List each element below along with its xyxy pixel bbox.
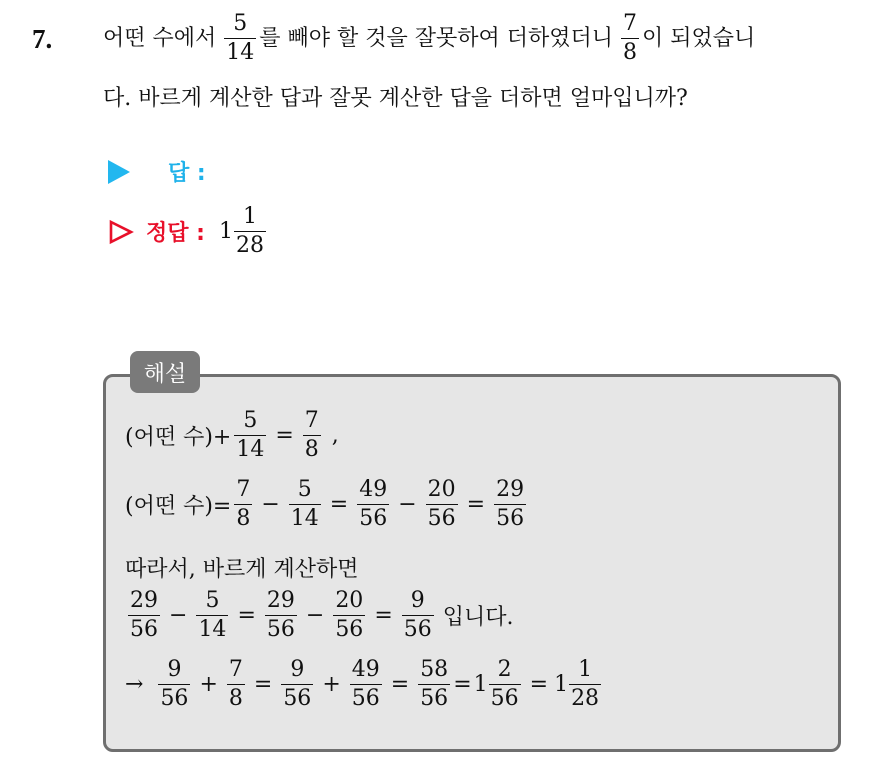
numerator: 5 — [297, 477, 312, 502]
operator: = — [237, 603, 256, 628]
denominator: 56 — [130, 617, 158, 642]
numerator: 29 — [266, 588, 295, 613]
fraction — [234, 479, 252, 530]
denominator: 8 — [228, 686, 243, 711]
fraction — [234, 206, 266, 257]
play-triangle-icon — [108, 160, 130, 184]
denominator: 56 — [490, 686, 519, 711]
question-number: 7. — [32, 24, 53, 54]
numerator: 7 — [623, 11, 638, 36]
numerator: 7 — [236, 477, 251, 502]
question-text: 어떤 수에서 — [103, 25, 217, 51]
outline-triangle-icon — [108, 219, 134, 245]
operator: − — [305, 603, 325, 628]
fraction — [303, 410, 321, 461]
denominator: 28 — [571, 686, 600, 711]
operator: + — [322, 672, 341, 697]
numerator: 9 — [167, 657, 182, 682]
denominator: 14 — [226, 40, 255, 65]
numerator: 49 — [359, 477, 388, 502]
fraction — [265, 590, 297, 641]
operator: − — [398, 492, 417, 517]
math-text: (어떤 수)= — [125, 494, 232, 519]
correct-answer-value — [219, 206, 269, 257]
numerator: 20 — [427, 477, 456, 502]
numerator: 29 — [130, 588, 158, 613]
numerator: 7 — [304, 408, 319, 433]
solution-line-1 — [125, 410, 339, 461]
denominator: 56 — [266, 617, 295, 642]
question-line-1 — [103, 13, 755, 64]
numerator: 1 — [578, 657, 593, 682]
fraction — [224, 13, 256, 64]
answer-row — [108, 156, 206, 187]
fraction — [196, 590, 228, 641]
question-line-2: 다. 바르게 계산한 답과 잘못 계산한 답을 더하면 얼마입니까? — [103, 86, 688, 111]
denominator: 8 — [304, 437, 319, 462]
mixed-number — [474, 659, 524, 710]
denominator: 8 — [236, 506, 251, 531]
denominator: 56 — [420, 686, 449, 711]
whole-number: 1 — [218, 219, 233, 244]
numerator: 49 — [351, 657, 380, 682]
denominator: 56 — [351, 686, 380, 711]
fraction — [281, 659, 313, 710]
denominator: 8 — [623, 40, 638, 65]
fraction — [234, 410, 266, 461]
denominator: 14 — [290, 506, 319, 531]
operator: − — [169, 603, 188, 628]
operator: = — [529, 672, 549, 697]
math-text: 입니다. — [442, 605, 514, 630]
numerator: 9 — [290, 657, 305, 682]
denominator: 56 — [359, 506, 388, 531]
numerator: 7 — [228, 657, 243, 682]
punctuation: , — [331, 423, 339, 448]
numerator: 29 — [496, 477, 525, 502]
fraction — [426, 479, 458, 530]
mixed-number — [554, 659, 604, 710]
math-text: (어떤 수)+ — [125, 425, 232, 450]
correct-answer-label: 정답 : — [146, 221, 205, 246]
operator: = — [390, 672, 410, 697]
fraction — [494, 479, 526, 530]
numerator: 1 — [242, 204, 257, 229]
fraction — [289, 479, 321, 530]
solution-line-2 — [125, 479, 529, 530]
whole-number: 1 — [554, 672, 569, 697]
operator: = — [275, 423, 294, 448]
numerator: 9 — [410, 588, 425, 613]
operator: + — [199, 672, 218, 697]
right-arrow-icon: → — [125, 672, 144, 697]
solution-line-5 — [125, 659, 604, 710]
solution-line-4 — [125, 590, 514, 641]
fraction — [489, 659, 521, 710]
solution-line-3: 따라서, 바르게 계산하면 — [125, 557, 359, 582]
denominator: 56 — [427, 506, 456, 531]
correct-answer-row — [108, 206, 269, 257]
denominator: 56 — [403, 617, 432, 642]
numerator: 2 — [497, 657, 512, 682]
fraction — [357, 479, 389, 530]
operator: = — [453, 672, 472, 697]
operator: = — [374, 603, 393, 628]
denominator: 56 — [335, 617, 364, 642]
question-text: 이 되었습니 — [642, 25, 756, 51]
fraction — [158, 659, 190, 710]
whole-number: 1 — [473, 672, 488, 697]
fraction — [569, 659, 601, 710]
question-text: 를 빼야 할 것을 잘못하여 더하였더니 — [259, 25, 614, 51]
answer-label: 답 : — [168, 161, 206, 186]
fraction — [418, 659, 450, 710]
operator: = — [253, 672, 273, 697]
numerator: 5 — [243, 408, 258, 433]
operator: = — [329, 492, 349, 517]
fraction — [621, 13, 639, 64]
solution-tag: 해설 — [130, 351, 200, 393]
fraction — [402, 590, 434, 641]
denominator: 14 — [198, 617, 227, 642]
operator: = — [466, 492, 486, 517]
fraction — [128, 590, 160, 641]
numerator: 20 — [335, 588, 364, 613]
fraction — [227, 659, 245, 710]
fraction — [350, 659, 382, 710]
numerator: 5 — [205, 588, 220, 613]
fraction — [333, 590, 365, 641]
numerator: 58 — [420, 657, 449, 682]
denominator: 56 — [160, 686, 189, 711]
denominator: 56 — [496, 506, 525, 531]
numerator: 5 — [233, 11, 248, 36]
denominator: 14 — [236, 437, 265, 462]
denominator: 28 — [235, 233, 264, 258]
operator: − — [261, 492, 280, 517]
denominator: 56 — [283, 686, 312, 711]
